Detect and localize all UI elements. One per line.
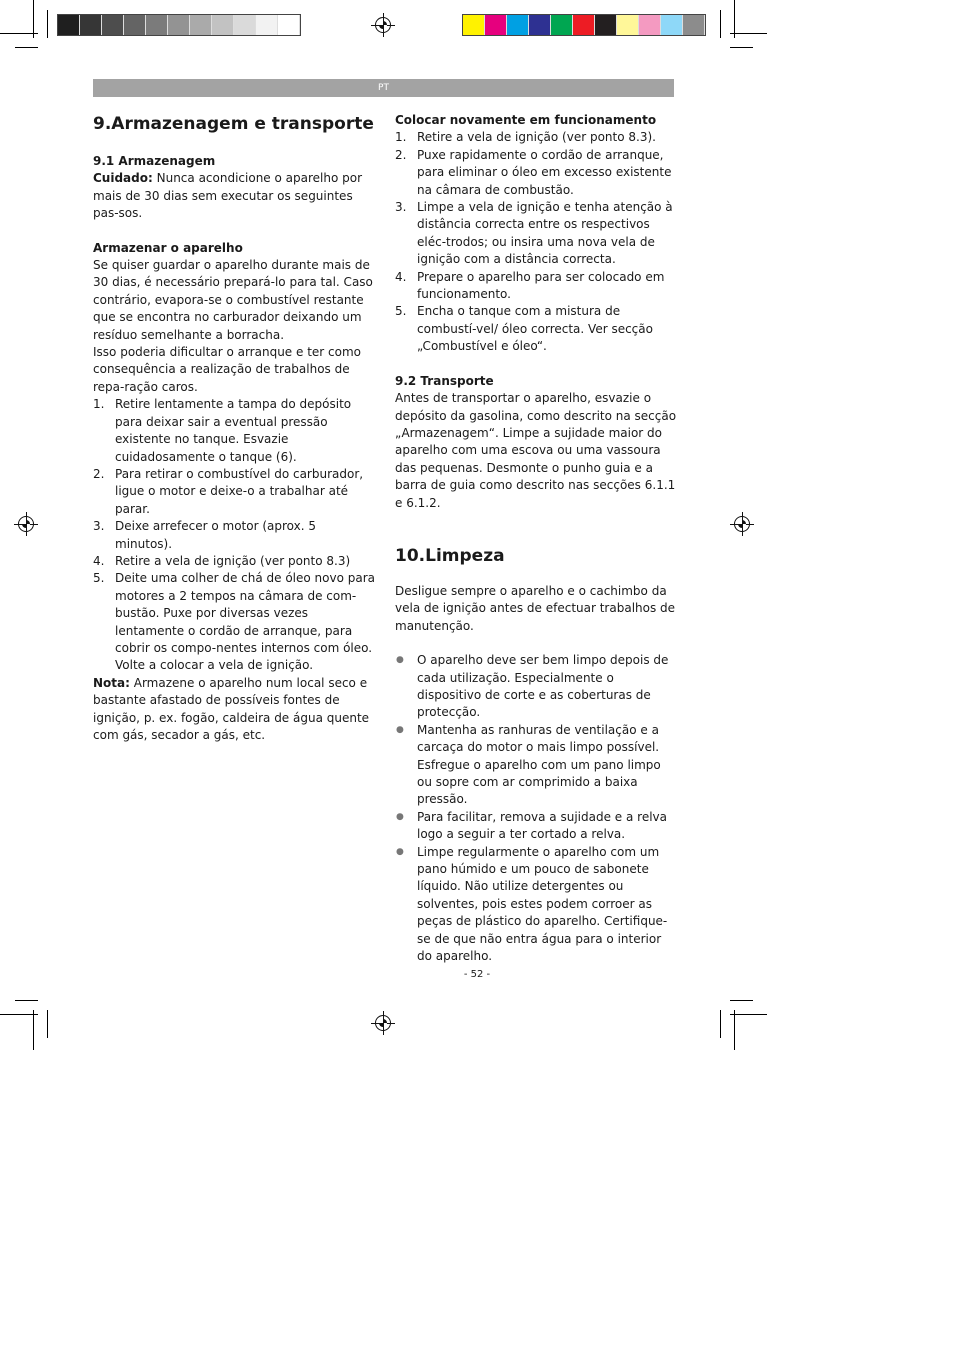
caution-text: Nunca acondicione o aparelho por mais de 30 dias sem executar os seguintes pas-sos. (93, 171, 363, 221)
paragraph: Desligue sempre o aparelho e o cachimbo da vela de ignição antes de efectuar trabalhos de manutenção. (395, 583, 676, 633)
list-item (395, 199, 677, 269)
list-item (93, 396, 375, 466)
list-item (93, 553, 375, 570)
bullet-icon: ● (396, 655, 404, 666)
note-paragraph (93, 675, 375, 745)
crop-mark (734, 0, 735, 38)
crop-mark (730, 1000, 753, 1001)
gray-swatch (234, 15, 256, 35)
list-text: Limpe regularmente o aparelho com um pano húmido e um pouco de sabonete líquido. Não utilize detergentes ou solventes, pois estes podem corroer as peças de plástico do aparelho. Certifique-se de que não entra água para o interior do aparelho. (417, 844, 668, 964)
bullet-icon: ● (396, 846, 404, 857)
crop-mark (33, 1010, 34, 1050)
paragraph: Isso poderia dificultar o arranque e ter como consequência a realização de trabalhos de repa-ração caros. (93, 345, 361, 394)
bullet-list (395, 652, 677, 965)
gray-swatch (256, 15, 278, 35)
numbered-list (93, 396, 375, 675)
list-text: Retire a vela de ignição (ver ponto 8.3) (115, 553, 351, 568)
list-number: 2. (395, 147, 407, 162)
gray-swatch (102, 15, 124, 35)
list-number: 1. (395, 130, 407, 145)
crop-mark (15, 1000, 38, 1001)
list-item (93, 570, 375, 674)
list-text: Deixe arrefecer o motor (aprox. 5 minutos). (115, 519, 316, 551)
color-swatch (463, 15, 485, 35)
color-swatch (639, 15, 661, 35)
column-left (93, 113, 375, 744)
gray-swatch (58, 15, 80, 35)
gray-swatch (80, 15, 102, 35)
section-title: 10.Limpeza (395, 545, 505, 566)
list-text: Encha o tanque com a mistura de combustí-vel/ óleo correcta. Ver secção „Combustível e óleo“. (417, 304, 653, 354)
color-swatch (683, 15, 705, 35)
note-label: Nota: (93, 675, 130, 690)
gray-swatch (212, 15, 234, 35)
column-right (395, 112, 677, 965)
list-text: O aparelho deve ser bem limpo depois de cada utilização. Especialmente o dispositivo de corte e as coberturas de protecção. (417, 653, 669, 720)
crop-mark (15, 47, 38, 48)
crop-mark (47, 10, 48, 38)
color-swatch (485, 15, 507, 35)
list-text: Puxe rapidamente o cordão de arranque, para eliminar o óleo em excesso existente na câmara de combustão. (417, 147, 672, 197)
color-swatch (529, 15, 551, 35)
paragraph: Antes de transportar o aparelho, esvazie o depósito da gasolina, como descrito na secção „Armazenagem“. Limpe a sujidade maior do aparelho com uma escova ou uma vassoura das pequenas. Desmonte o punho guia e a barra de guia como descrito nas secções 6.1.1 e 6.1.2. (395, 391, 677, 510)
list-number: 3. (93, 519, 105, 534)
list-item (395, 269, 677, 304)
registration-mark-icon (734, 516, 750, 532)
list-item (395, 147, 677, 199)
crop-mark (47, 1010, 48, 1038)
list-text: Mantenha as ranhuras de ventilação e a carcaça do motor o mais limpo possível. Esfregue o aparelho com um pano limpo ou sopre com ar comprimido a baixa pressão. (417, 722, 661, 807)
color-swatch (617, 15, 639, 35)
list-text: Deite uma colher de chá de óleo novo para motores a 2 tempos na câmara de com-bustão. Puxe por diversas vezes lentamente o cordão de arranque, para cobrir os compo-nentes internos com óleo. Volte a colocar a vela de ignição. (115, 571, 376, 673)
list-number: 4. (93, 553, 105, 568)
crop-mark (730, 47, 753, 48)
subsection-heading: Armazenar o aparelho (93, 240, 243, 255)
list-item (395, 844, 677, 966)
list-text: Limpe a vela de ignição e tenha atenção à distância correcta entre os respectivos eléc-trodos; ou insira uma nova vela de ignição com a distância correcta. (417, 200, 673, 267)
list-number: 2. (93, 466, 105, 481)
crop-mark (33, 0, 34, 38)
color-swatch (661, 15, 683, 35)
list-number: 5. (395, 304, 407, 319)
gray-swatch (168, 15, 190, 35)
gray-swatch (190, 15, 212, 35)
list-number: 1. (93, 397, 105, 412)
list-item (395, 303, 677, 355)
subsection-heading: 9.2 Transporte (395, 373, 494, 388)
subsection-heading: Colocar novamente em funcionamento (395, 113, 657, 127)
bullet-icon: ● (396, 724, 404, 735)
list-item (93, 466, 375, 518)
caution-label: Cuidado: (93, 171, 153, 186)
list-item (395, 809, 677, 844)
grayscale-color-bar (57, 14, 301, 36)
list-item (395, 722, 677, 809)
language-header: PT (93, 79, 674, 97)
list-item (395, 652, 677, 722)
color-swatch (551, 15, 573, 35)
gray-swatch (278, 15, 300, 35)
page-number: - 52 - (463, 969, 491, 980)
process-color-bar (462, 14, 706, 36)
crop-mark (730, 33, 767, 34)
crop-mark (720, 1010, 721, 1038)
list-item (395, 129, 677, 146)
color-swatch (507, 15, 529, 35)
registration-mark-icon (18, 516, 34, 532)
color-swatch (595, 15, 617, 35)
bullet-icon: ● (396, 811, 404, 822)
crop-mark (720, 10, 721, 38)
gray-swatch (124, 15, 146, 35)
registration-mark-icon (375, 1015, 391, 1031)
gray-swatch (146, 15, 168, 35)
registration-mark-icon (375, 17, 391, 33)
crop-mark (734, 1010, 735, 1050)
list-item (93, 518, 375, 553)
crop-mark (730, 1014, 767, 1015)
list-text: Para retirar o combustível do carburador, ligue o motor e deixe-o a trabalhar até parar. (115, 466, 364, 516)
list-number: 5. (93, 571, 105, 586)
color-swatch (573, 15, 595, 35)
note-text: Armazene o aparelho num local seco e bastante afastado de possíveis fontes de ignição, p. ex. fogão, caldeira de água quente com gás, secador a gás, etc. (93, 675, 370, 742)
list-text: Retire lentamente a tampa do depósito para deixar sair a eventual pressão existente no tanque. Esvazie cuidadosamente o tanque (6). (115, 397, 352, 464)
list-number: 3. (395, 200, 407, 215)
subsection-heading: 9.1 Armazenagem (93, 154, 216, 168)
paragraph: Se quiser guardar o aparelho durante mais de 30 dias, é necessário prepará-lo para tal. Caso contrário, evapora-se o combustível restante que se encontra no carburador deixando um resíduo semelhante a borracha. (93, 258, 373, 342)
numbered-list (395, 129, 677, 355)
list-number: 4. (395, 269, 407, 284)
list-text: Para facilitar, remova a sujidade e a relva logo a seguir a ter cortado a relva. (417, 809, 667, 842)
section-title: 9.Armazenagem e transporte (93, 114, 374, 134)
list-text: Retire a vela de ignição (ver ponto 8.3). (417, 130, 656, 145)
list-text: Prepare o aparelho para ser colocado em funcionamento. (417, 269, 665, 302)
caution-paragraph (93, 170, 375, 222)
